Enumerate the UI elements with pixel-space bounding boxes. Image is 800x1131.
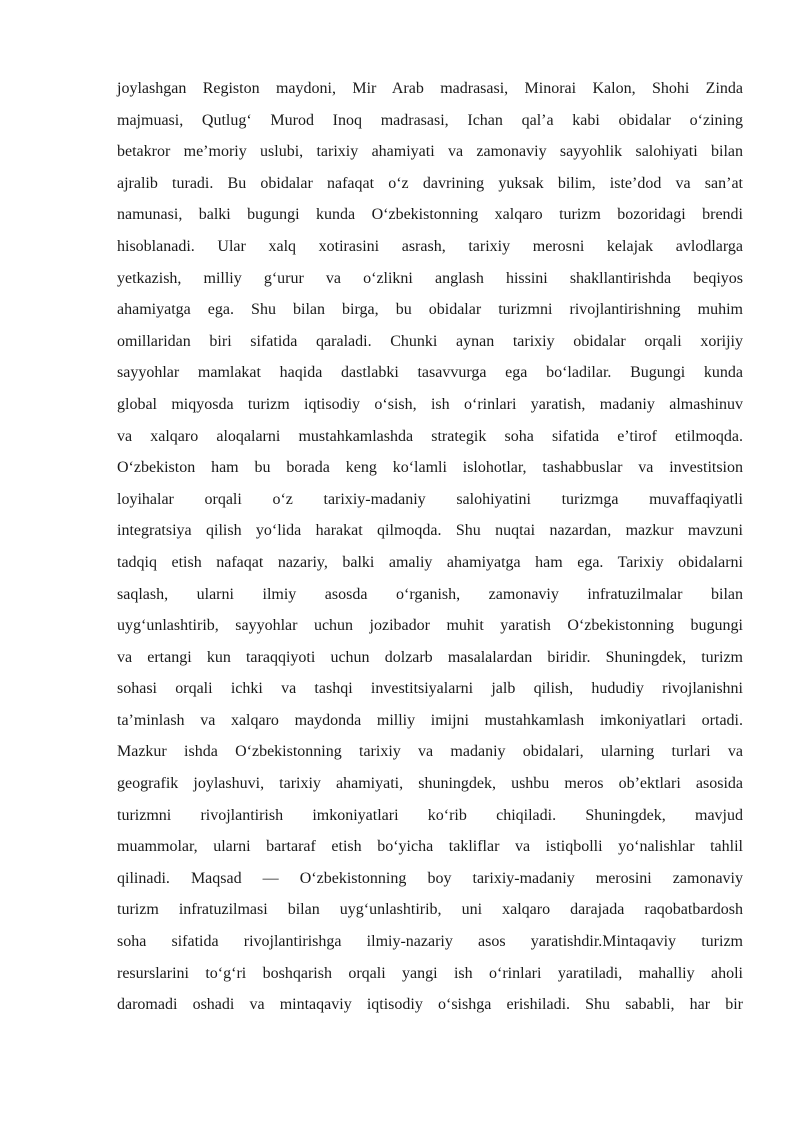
text-line: integratsiya qilish yo‘lida harakat qilmoqda. Shu nuqtai nazardan, mazkur mavzuni (117, 522, 743, 540)
text-line: joylashgan Registon maydoni, Mir Arab madrasasi, Minorai Kalon, Shohi Zinda (117, 80, 743, 97)
text-line: omillaridan biri sifatida qaraladi. Chunki aynan tarixiy obidalar orqali xorijiy (117, 332, 743, 350)
text-line: turizmni rivojlantirish imkoniyatlari ko‘rib chiqiladi. Shuningdek, mavjud (117, 806, 743, 824)
text-line: loyihalar orqali o‘z tarixiy-madaniy salohiyatini turizmga muvaffaqiyatli (117, 490, 743, 508)
text-line: ahamiyatga ega. Shu bilan birga, bu obidalar turizmni rivojlantirishning muhim (117, 301, 743, 319)
body-paragraph (117, 73, 743, 1021)
text-line: uyg‘unlashtirib, sayyohlar uchun jozibador muhit yaratish O‘zbekistonning bugungi (117, 617, 743, 635)
text-line: yetkazish, milliy g‘urur va o‘zlikni anglash hissini shakllantirishda beqiyos (117, 269, 743, 287)
text-line: sohasi orqali ichki va tashqi investitsiyalarni jalb qilish, hududiy rivojlanishni (117, 680, 743, 698)
text-line: saqlash, ularni ilmiy asosda o‘rganish, zamonaviy infratuzilmalar bilan (117, 585, 743, 603)
text-line: muammolar, ularni bartaraf etish bo‘yicha takliflar va istiqbolli yo‘nalishlar tahlil (117, 838, 743, 856)
text-line: ajralib turadi. Bu obidalar nafaqat o‘z davrining yuksak bilim, iste’dod va san’at (117, 174, 743, 192)
text-line: va xalqaro aloqalarni mustahkamlashda strategik soha sifatida e’tirof etilmoqda. (117, 427, 743, 445)
text-line: daromadi oshadi va mintaqaviy iqtisodiy o‘sishga erishiladi. Shu sababli, har bir (117, 996, 743, 1014)
text-line: namunasi, balki bugungi kunda O‘zbekistonning xalqaro turizm bozoridagi brendi (117, 206, 743, 224)
text-line: O‘zbekiston ham bu borada keng ko‘lamli islohotlar, tashabbuslar va investitsion (117, 459, 743, 477)
text-line: hisoblanadi. Ular xalq xotirasini asrash, tarixiy merosni kelajak avlodlarga (117, 237, 743, 255)
text-line: tadqiq etish nafaqat nazariy, balki amaliy ahamiyatga ham ega. Tarixiy obidalarni (117, 553, 743, 571)
text-line: betakror me’moriy uslubi, tarixiy ahamiyati va zamonaviy sayyohlik salohiyati bilan (117, 143, 743, 161)
text-line: Mazkur ishda O‘zbekistonning tarixiy va madaniy obidalari, ularning turlari va (117, 743, 743, 761)
text-line: sayyohlar mamlakat haqida dastlabki tasavvurga ega bo‘ladilar. Bugungi kunda (117, 364, 743, 382)
text-line: global miqyosda turizm iqtisodiy o‘sish, ish o‘rinlari yaratish, madaniy almashinuv (117, 395, 743, 413)
text-line: turizm infratuzilmasi bilan uyg‘unlashtirib, uni xalqaro darajada raqobatbardosh (117, 901, 743, 919)
text-line: va ertangi kun taraqqiyoti uchun dolzarb masalalardan biridir. Shuningdek, turizm (117, 648, 743, 666)
text-line: majmuasi, Qutlug‘ Murod Inoq madrasasi, Ichan qal’a kabi obidalar o‘zining (117, 111, 743, 129)
text-line: qilinadi. Maqsad — O‘zbekistonning boy tarixiy-madaniy merosini zamonaviy (117, 869, 743, 887)
text-line: geografik joylashuvi, tarixiy ahamiyati, shuningdek, ushbu meros ob’ektlari asosida (117, 775, 743, 793)
text-line: resurslarini to‘g‘ri boshqarish orqali yangi ish o‘rinlari yaratiladi, mahalliy aholi (117, 964, 743, 982)
text-line: soha sifatida rivojlantirishga ilmiy-nazariy asos yaratishdir.Mintaqaviy turizm (117, 933, 743, 951)
text-line: ta’minlash va xalqaro maydonda milliy imijni mustahkamlash imkoniyatlari ortadi. (117, 711, 743, 729)
